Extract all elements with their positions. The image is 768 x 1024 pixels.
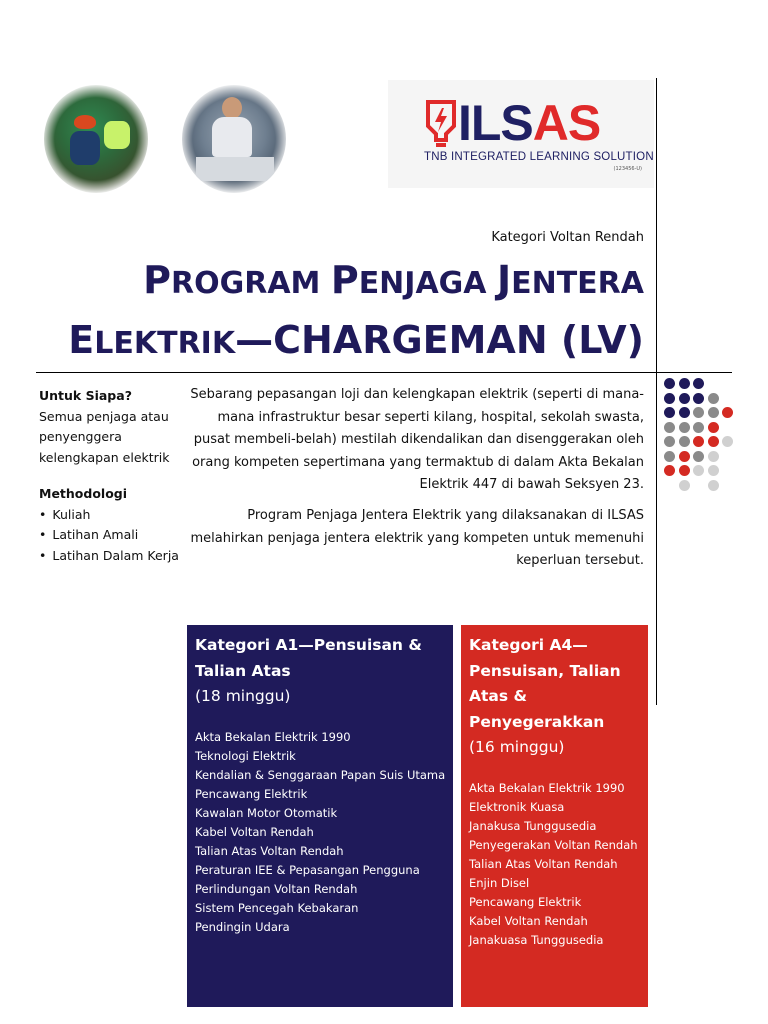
category-a1-box <box>187 625 453 1007</box>
list-item: Talian Atas Voltan Rendah <box>469 857 618 871</box>
vest-shape <box>104 121 130 149</box>
category-a4-weeks: (16 minggu) <box>469 738 565 756</box>
list-item: Teknologi Elektrik <box>195 749 296 763</box>
title-line-1: PROGRAM PENJAGA JENTERA <box>143 258 644 302</box>
decorative-dot <box>679 393 690 404</box>
list-item: Pendingin Udara <box>195 920 290 934</box>
category-a4-box <box>461 625 648 1007</box>
worker-shape <box>70 131 100 165</box>
decorative-dot <box>679 378 690 389</box>
list-item: Enjin Disel <box>469 876 530 890</box>
body-text <box>190 384 644 581</box>
decorative-dot <box>664 451 675 462</box>
method-heading: Methodologi <box>39 486 128 501</box>
category-a1-list <box>195 728 445 937</box>
paragraph-1: Sebarang pepasangan loji dan kelengkapan elektrik (seperti di mana-mana infrastruktur besar seperti kilang, hospital, sekolah swasta, pusat membeli-belah) mestilah dikendalikan dan disenggerakan oleh orang kompeten sepertimana yang termaktub di dalam Akta Bekalan Elektrik 447 di bawah Seksyen 23. <box>190 387 644 493</box>
paragraph-2: Program Penjaga Jentera Elektrik yang dilaksanakan di ILSAS melahirkan penjaga jentera elektrik yang kompeten untuk memenuhi keperluan tersebut. <box>190 507 644 569</box>
decorative-dot <box>708 465 719 476</box>
decorative-dot <box>708 422 719 433</box>
list-item: Elektronik Kuasa <box>469 800 565 814</box>
decorative-dot <box>708 451 719 462</box>
shirt-shape <box>212 117 252 157</box>
category-a4-title: Kategori A4— Pensuisan, Talian Atas & Penyegerakkan (16 minggu) <box>469 633 621 761</box>
decorative-dot <box>664 422 675 433</box>
helmet-shape <box>74 115 96 129</box>
logo-wordmark: ILSAS <box>458 95 601 151</box>
decorative-dot <box>693 378 704 389</box>
list-item: Pencawang Elektrik <box>195 787 308 801</box>
list-item: Kabel Voltan Rendah <box>469 914 588 928</box>
category-a4-list <box>469 779 638 950</box>
list-item: Kendalian & Senggaraan Papan Suis Utama <box>195 768 446 782</box>
list-item: Sistem Pencegah Kebakaran <box>195 901 359 915</box>
who-heading: Untuk Siapa? <box>39 388 132 403</box>
list-item: Janakuasa Tunggusedia <box>469 933 604 947</box>
category-label: Kategori Voltan Rendah <box>491 230 644 245</box>
list-item: Pencawang Elektrik <box>469 895 582 909</box>
sidebar <box>39 386 179 566</box>
category-a1-weeks: (18 minggu) <box>195 687 291 705</box>
list-item: Penyegerakan Voltan Rendah <box>469 838 638 852</box>
decorative-dot <box>722 407 733 418</box>
logo-tagline: TNB INTEGRATED LEARNING SOLUTION <box>424 151 654 163</box>
logo-reg-number: (123456-U) <box>613 166 642 172</box>
decorative-dot <box>693 393 704 404</box>
horizontal-divider <box>36 372 732 373</box>
decorative-dot <box>708 393 719 404</box>
list-item: Kawalan Motor Otomatik <box>195 806 338 820</box>
list-item: Perlindungan Voltan Rendah <box>195 882 358 896</box>
list-item: Talian Atas Voltan Rendah <box>195 844 344 858</box>
method-list <box>39 505 179 567</box>
list-item: • Kuliah <box>39 505 179 526</box>
decorative-dot <box>693 465 704 476</box>
decorative-dot <box>664 436 675 447</box>
decorative-dot <box>693 436 704 447</box>
list-item: • Latihan Amali <box>39 525 179 546</box>
decorative-dot <box>679 451 690 462</box>
decorative-dot <box>679 480 690 491</box>
photo-engineer <box>182 85 286 193</box>
vertical-divider <box>656 78 657 705</box>
category-a1-title: Kategori A1—Pensuisan & Talian Atas (18 minggu) <box>195 633 431 710</box>
page-title <box>68 252 644 372</box>
decorative-dot <box>664 393 675 404</box>
decorative-dot <box>693 451 704 462</box>
title-line-2: ELEKTRIK—CHARGEMAN (LV) <box>68 318 644 362</box>
list-item: Kabel Voltan Rendah <box>195 825 314 839</box>
decorative-dot <box>664 378 675 389</box>
panel-shape <box>196 157 274 181</box>
photo-workers <box>44 85 148 193</box>
decorative-dot <box>664 407 675 418</box>
decorative-dot <box>679 422 690 433</box>
decorative-dot <box>679 436 690 447</box>
list-item: • Latihan Dalam Kerja <box>39 546 179 567</box>
decorative-dot <box>708 480 719 491</box>
list-item: Janakusa Tunggusedia <box>469 819 597 833</box>
decorative-dot <box>693 407 704 418</box>
list-item: Peraturan IEE & Pepasangan Pengguna <box>195 863 420 877</box>
list-item: Akta Bekalan Elektrik 1990 <box>469 781 625 795</box>
head-shape <box>222 97 242 119</box>
lightbulb-icon <box>424 100 458 150</box>
decorative-dot <box>722 436 733 447</box>
decorative-dot <box>693 422 704 433</box>
decorative-dot <box>664 465 675 476</box>
who-text: Semua penjaga atau penyenggera kelengkapan elektrik <box>39 408 170 465</box>
list-item: Akta Bekalan Elektrik 1990 <box>195 730 351 744</box>
decorative-dot <box>679 465 690 476</box>
ilsas-logo <box>388 80 654 188</box>
decorative-dot <box>679 407 690 418</box>
decorative-dot <box>708 436 719 447</box>
decorative-dot <box>708 407 719 418</box>
